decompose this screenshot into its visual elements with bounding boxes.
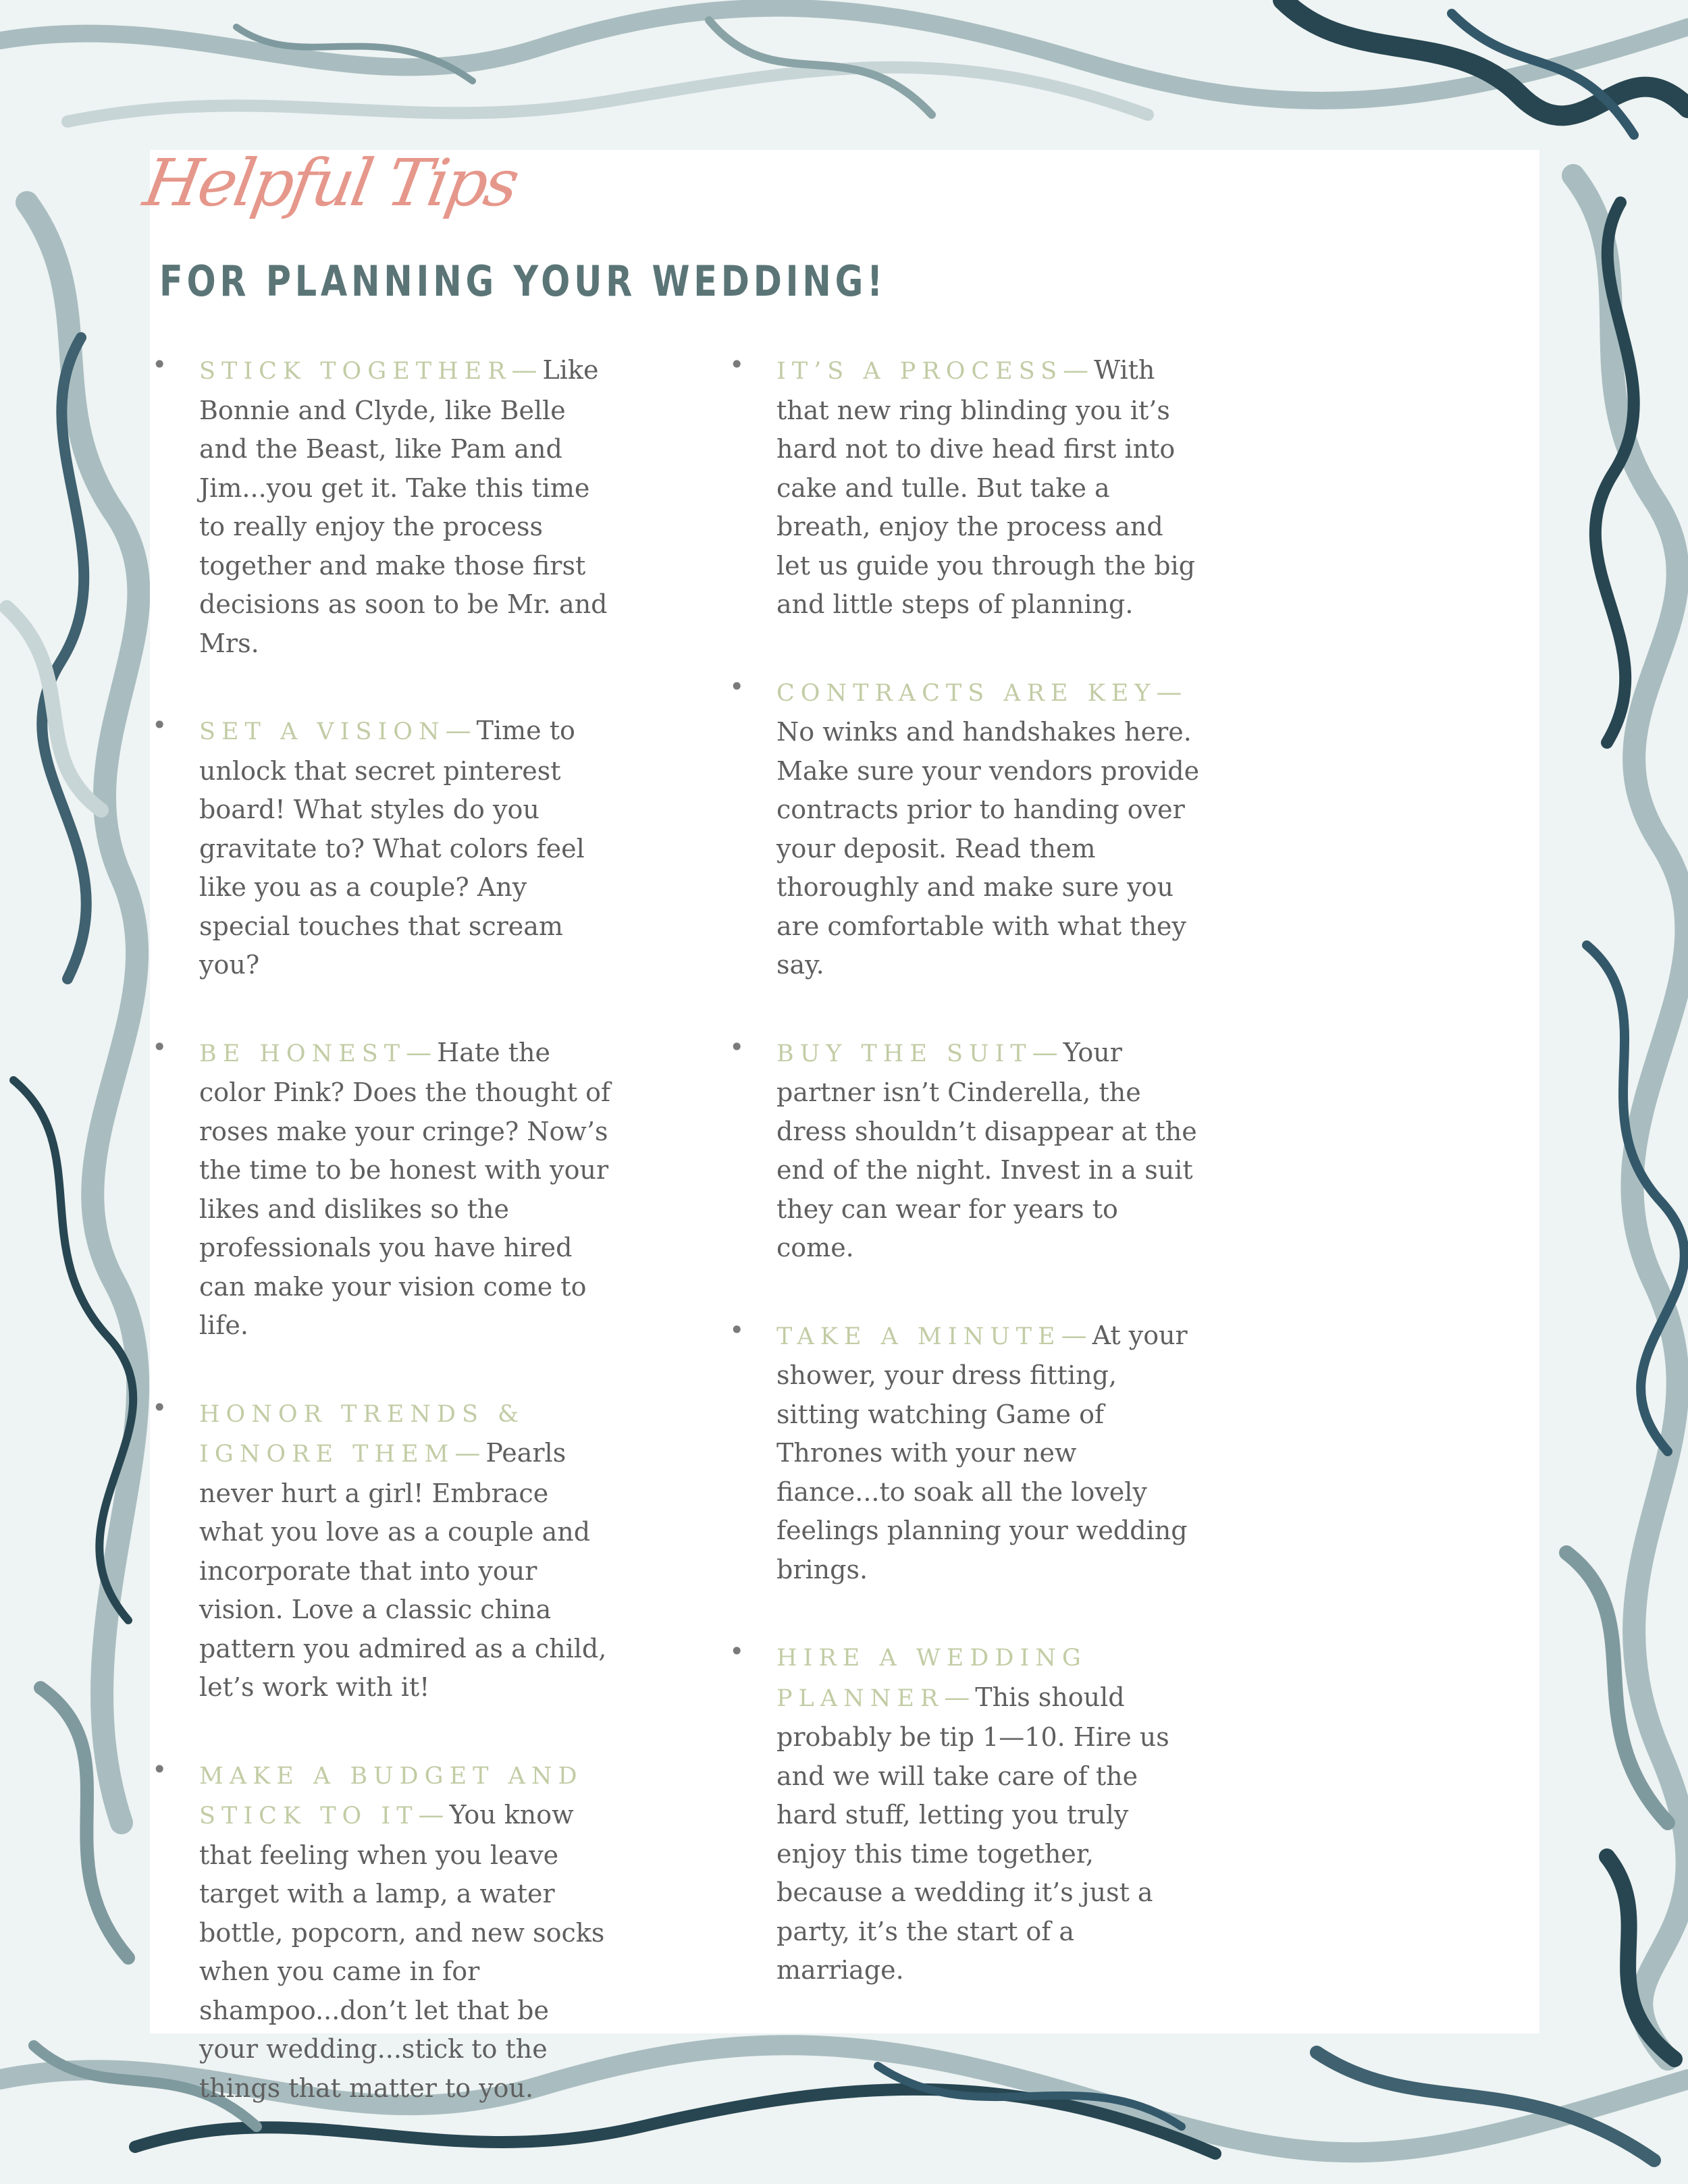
tip-item: • TAKE A MINUTE— At your shower, your dress fitting, sitting watching Game of Thrones with your new fiance...to soak all the lovely feelings planning your wedding brings. [729,1314,1188,1584]
tip-title: BUY THE SUIT [776,1040,1032,1067]
tip-body: No winks and handshakes here. Make sure your vendors provide contracts prior to handing over your deposit. Read them thoroughly and make sure you are comfortable with what they say. [776,717,1200,980]
bullet-icon: • [152,1392,167,1422]
bullet-icon: • [729,671,745,701]
tip-title: STICK TOGETHER [199,358,512,385]
tip-body: Your partner isn’t Cinderella, the dress shouldn’t disappear at the end of the night. Invest in a suit they can wear for years to come. [776,1037,1197,1262]
helpful-tips-title: Helpful Tips [138,145,523,221]
bullet-icon: • [152,1754,167,1784]
tip-item: • BE HONEST— Hate the color Pink? Does the thought of roses make your cringe? Now’s the time to be honest with your likes and dislikes so the professionals you have hired can make your vision come to life. [152,1032,611,1340]
tip-item: • BUY THE SUIT— Your partner isn’t Cinderella, the dress shouldn’t disappear at the end of the night. Invest in a suit they can wear for years to come. [729,1032,1197,1262]
tip-body: This should probably be tip 1—10. Hire us and we will take care of the hard stuff, letting you truly enjoy this time together, because a wedding it’s just a party, it’s the start of a marriage. [776,1682,1169,1985]
bullet-icon: • [729,350,745,379]
tip-title: CONTRACTS ARE KEY [776,679,1157,707]
page-subtitle: FOR PLANNING YOUR WEDDING! [159,257,887,306]
tip-title: SET A VISION [199,718,446,745]
tip-item: • HONOR TRENDS & IGNORE THEM— Pearls never hurt a girl! Embrace what you love as a couple and incorporate that into your vision. Love a classic china pattern you admired as a child, let’s work with it! [152,1392,607,1702]
tip-item: • MAKE A BUDGET AND STICK TO IT— You know that feeling when you leave target with a lamp, a water bottle, popcorn, and new socks when you came in for shampoo...don’t let that be your wedding...stick to the things that matter to you. [152,1754,605,2103]
tip-title: BE HONEST [199,1040,406,1067]
bullet-icon: • [729,1032,745,1062]
tip-item: • HIRE A WEDDING PLANNER— This should probably be tip 1—10. Hire us and we will take care of the hard stuff, letting you truly enjoy this time together, because a wedding it’s just a party, it’s the start of a marriage. [729,1636,1169,1985]
tip-title: IT’S A PROCESS [776,358,1063,385]
bullet-icon: • [729,1314,745,1345]
tip-title: HIRE A WEDDING PLANNER [776,1645,1087,1712]
bullet-icon: • [152,1032,167,1062]
tips-column-right [729,351,1202,2039]
tip-item: • SET A VISION— Time to unlock that secret pinterest board! What styles do you gravitate to? What colors feel like you as a couple? Any special touches that scream you? [152,710,585,980]
tip-body: Like Bonnie and Clyde, like Belle and the Beast, like Pam and Jim...you get it. Take this time to really enjoy the process together and make those first decisions as soon to be Mr. and Mrs. [199,355,608,658]
bullet-icon: • [152,350,167,379]
tip-body: Time to unlock that secret pinterest board! What styles do you gravitate to? What colors feel like you as a couple? Any special touches that scream you? [199,716,585,980]
tip-title: TAKE A MINUTE [776,1323,1061,1350]
tip-title: HONOR TRENDS & IGNORE THEM [199,1400,525,1468]
bullet-icon: • [152,710,167,740]
tip-body: At your shower, your dress fitting, sitting watching Game of Thrones with your new fiance...to soak all the lovely feelings planning your wedding brings. [776,1320,1188,1584]
tips-column-left [152,351,611,2156]
tip-title: MAKE A BUDGET AND STICK TO IT [199,1762,583,1830]
bullet-icon: • [729,1636,745,1666]
tip-body: With that new ring blinding you it’s hard not to dive head first into cake and tulle. But take a breath, enjoy the process and let us guide you through the big and little steps of planning. [776,355,1196,619]
tip-body: Pearls never hurt a girl! Embrace what you love as a couple and incorporate that into your vision. Love a classic china pattern you admired as a child, let’s work with it! [199,1438,607,1702]
tip-body: You know that feeling when you leave target with a lamp, a water bottle, popcorn, and new socks when you came in for shampoo...don’t let that be your wedding...stick to the things that matter to you. [199,1800,605,2103]
tip-item: • CONTRACTS ARE KEY—No winks and handshakes here. Make sure your vendors provide contracts prior to handing over your deposit. Read them thoroughly and make sure you are comfortable with what they say. [729,671,1200,980]
tip-item: • IT’S A PROCESS— With that new ring blinding you it’s hard not to dive head first into cake and tulle. But take a breath, enjoy the process and let us guide you through the big and little steps of planning. [729,350,1196,619]
tip-item: • STICK TOGETHER— Like Bonnie and Clyde, like Belle and the Beast, like Pam and Jim...you get it. Take this time to really enjoy the process together and make those first decisions as soon to be Mr. and Mrs. [152,350,608,658]
tip-body: Hate the color Pink? Does the thought of roses make your cringe? Now’s the time to be honest with your likes and dislikes so the professionals you have hired can make your vision come to life. [199,1037,611,1340]
